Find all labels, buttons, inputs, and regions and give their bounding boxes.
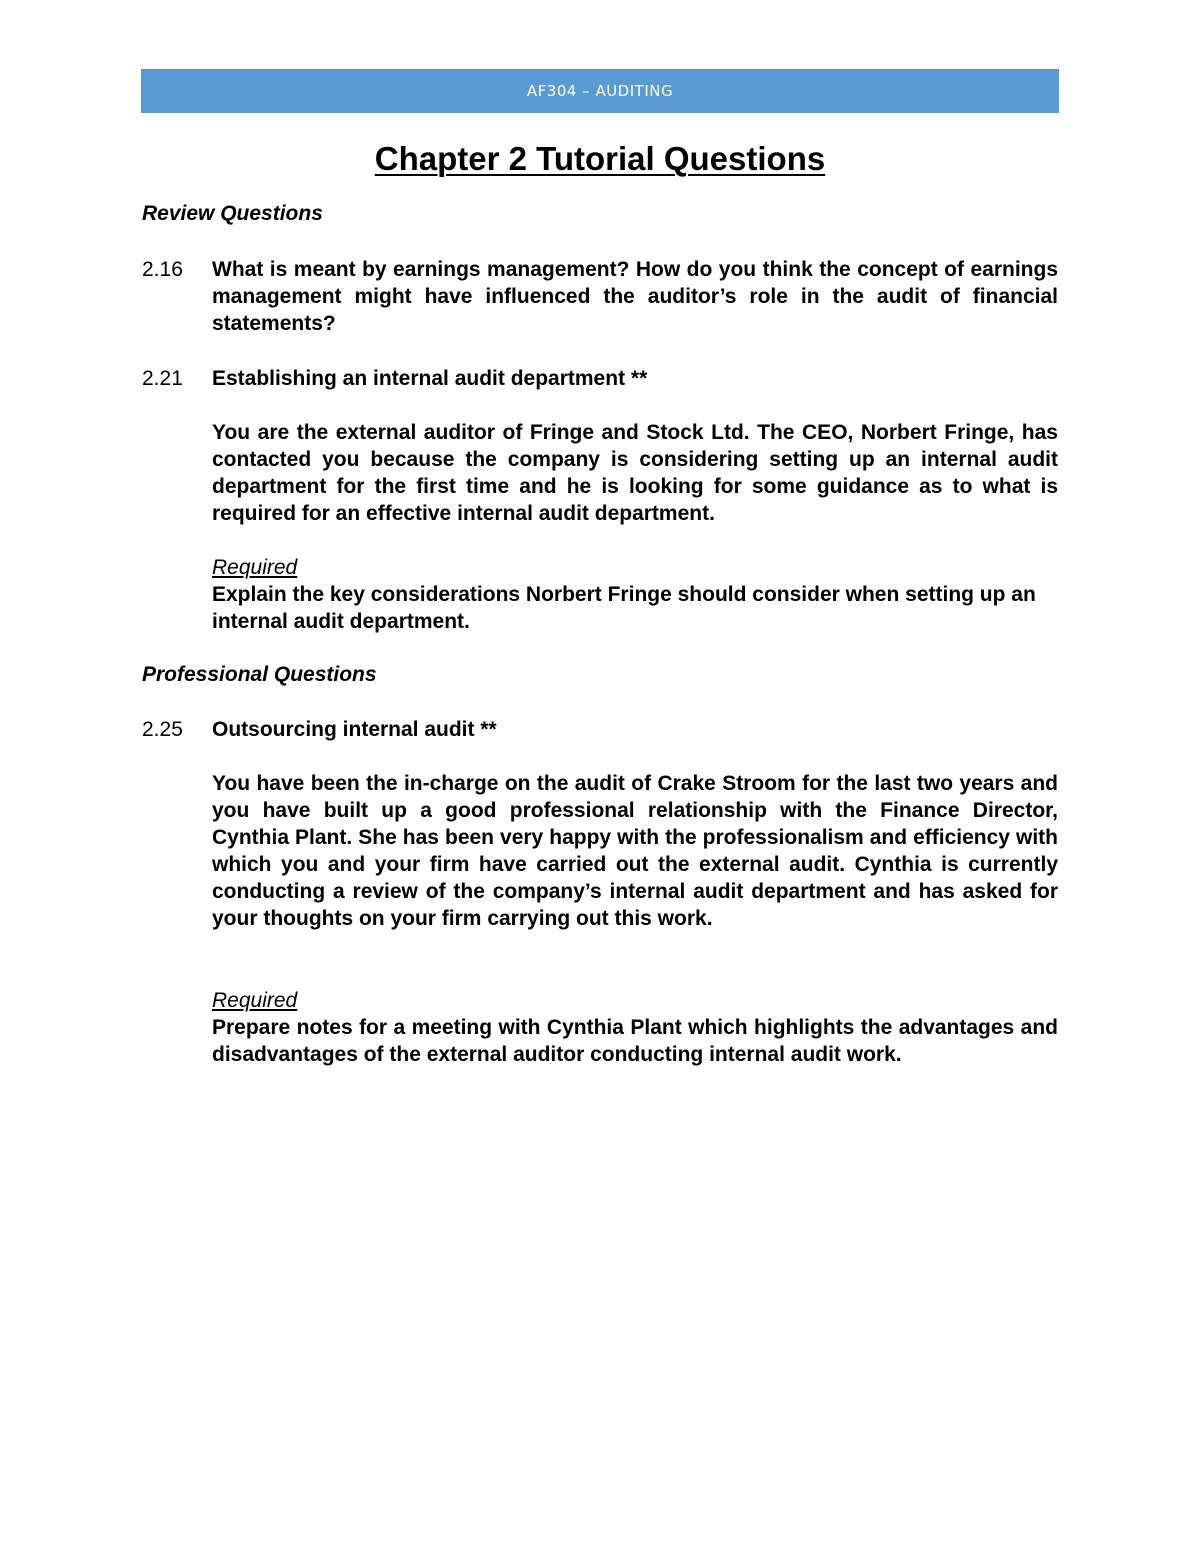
question-scenario-2-21: You are the external auditor of Fringe and Stock Ltd. The CEO, Norbert Fringe, has contacted you because the company is considering setting up an internal audit department for the first time and he is looking for some guidance as to what is required for an effective internal audit department. xyxy=(212,421,1058,525)
professional-questions-heading: Professional Questions xyxy=(142,663,377,686)
question-scenario-2-25: You have been the in-charge on the audit of Crake Stroom for the last two years and you have built up a good professional relationship with the Finance Director, Cynthia Plant. She has been very happy with the professionalism and efficiency with which you and your firm have carried out the external audit. Cynthia is currently conducting a review of the company’s internal audit department and has asked for your thoughts on your firm carrying out this work. xyxy=(212,772,1058,930)
review-questions-heading: Review Questions xyxy=(142,202,323,225)
course-header-bar xyxy=(141,69,1059,113)
question-title-2-21: Establishing an internal audit department ** xyxy=(212,367,648,390)
required-text-2-21: Explain the key considerations Norbert Fringe should consider when setting up an internal audit department. xyxy=(212,583,1036,633)
question-title-2-25: Outsourcing internal audit ** xyxy=(212,718,497,741)
required-label-2-25: Required xyxy=(212,989,298,1012)
question-text-2-16: What is meant by earnings management? How do you think the concept of earnings management might have influenced the auditor’s role in the audit of financial statements? xyxy=(212,258,1058,335)
question-number-2-25: 2.25 xyxy=(142,718,183,741)
question-number-2-16: 2.16 xyxy=(142,258,183,281)
page-title: Chapter 2 Tutorial Questions xyxy=(374,140,826,177)
course-header-text: AF304 – AUDITING xyxy=(526,82,674,100)
required-text-2-25: Prepare notes for a meeting with Cynthia Plant which highlights the advantages and disadvantages of the external auditor conducting internal audit work. xyxy=(212,1016,1058,1066)
required-label-2-21: Required xyxy=(212,556,298,579)
question-number-2-21: 2.21 xyxy=(142,367,183,390)
